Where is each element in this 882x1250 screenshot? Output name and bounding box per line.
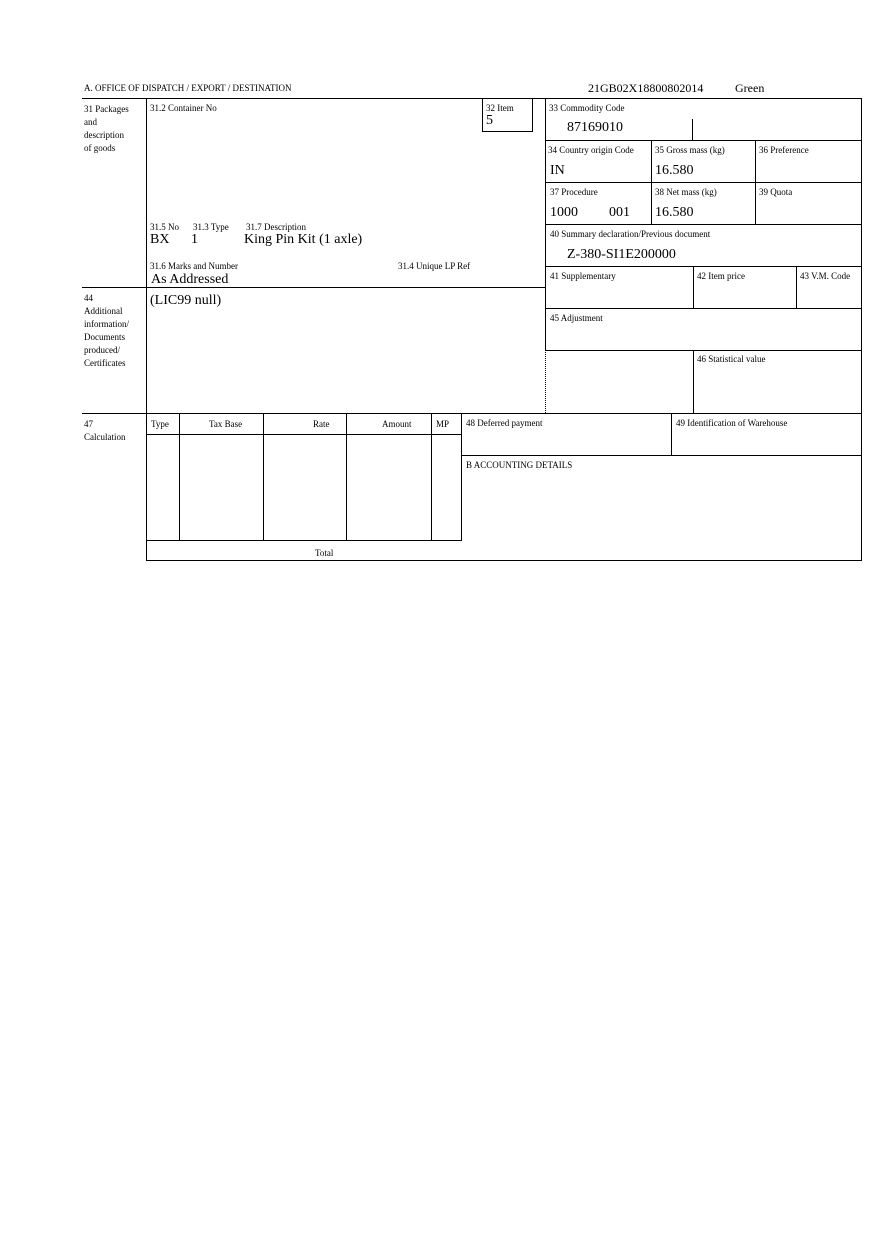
commodity-code-label: 33 Commodity Code	[549, 103, 625, 113]
accounting-details-label: B ACCOUNTING DETAILS	[466, 460, 573, 470]
warehouse-id-label: 49 Identification of Warehouse	[676, 418, 788, 428]
col-line-36	[755, 140, 756, 224]
calc-col-amount: Amount	[382, 419, 412, 429]
description-label: 31.7 Description	[246, 222, 306, 232]
marks-label: 31.6 Marks and Number	[150, 261, 238, 271]
marks-value: As Addressed	[151, 272, 229, 287]
item-value: 5	[486, 113, 493, 128]
form-top-border	[82, 98, 862, 99]
summary-declaration-label: 40 Summary declaration/Previous document	[550, 229, 711, 239]
commodity-tick	[692, 119, 693, 140]
left-column-divider	[146, 98, 147, 561]
row-line-41	[545, 308, 861, 309]
statistical-value-label: 46 Statistical value	[697, 354, 766, 364]
supplementary-label: 41 Supplementary	[550, 271, 616, 281]
row-line-37	[545, 224, 861, 225]
form-bottom-border	[146, 560, 862, 561]
calc-col-tax-base: Tax Base	[209, 419, 243, 429]
calc-col-type: Type	[151, 419, 169, 429]
packages-type-value: 1	[191, 232, 198, 247]
calc-total-label: Total	[315, 548, 334, 558]
packages-type-label: 31.3 Type	[193, 222, 229, 232]
middle-divider-dotted	[545, 350, 546, 413]
deferred-payment-label: 48 Deferred payment	[466, 418, 543, 428]
col-line-42	[693, 266, 694, 308]
summary-declaration-value: Z-380-SI1E200000	[567, 247, 676, 262]
net-mass-label: 38 Net mass (kg)	[655, 187, 717, 197]
calc-bottom-line	[146, 540, 462, 541]
col-line-43	[796, 266, 797, 308]
row-line-33	[545, 140, 861, 141]
gross-mass-label: 35 Gross mass (kg)	[655, 145, 725, 155]
calc-col-line-5	[461, 413, 462, 540]
form-right-border	[861, 98, 862, 561]
packages-no-value: BX	[150, 232, 170, 247]
country-origin-value: IN	[550, 163, 565, 178]
row-line-45	[545, 350, 861, 351]
row-line-40	[545, 266, 861, 267]
procedure-label: 37 Procedure	[550, 187, 598, 197]
adjustment-label: 45 Adjustment	[550, 313, 603, 323]
row-line-47	[82, 413, 862, 414]
description-value: King Pin Kit (1 axle)	[244, 232, 363, 247]
route-channel: Green	[735, 81, 765, 95]
calc-col-mp: MP	[436, 419, 450, 429]
row-line-34	[545, 182, 861, 183]
procedure-value: 1000	[550, 205, 578, 220]
additional-info-label: 44 Additional information/ Documents produced/ Certificates	[84, 293, 129, 368]
col-line-46	[693, 350, 694, 413]
calc-col-line-2	[263, 413, 264, 540]
calc-col-line-4	[431, 413, 432, 540]
box31-label: 31 Packages and description of goods	[84, 104, 129, 153]
quota-label: 39 Quota	[759, 187, 793, 197]
office-header: A. OFFICE OF DISPATCH / EXPORT / DESTINATION	[84, 83, 292, 93]
item-label: 32 Item	[486, 103, 514, 113]
calc-col-line-3	[346, 413, 347, 540]
item-price-label: 42 Item price	[697, 271, 745, 281]
gross-mass-value: 16.580	[655, 163, 694, 178]
container-no-label: 31.2 Container No	[150, 103, 217, 113]
packages-no-label: 31.5 No	[150, 222, 179, 232]
col-line-35	[651, 140, 652, 224]
row-line-b	[461, 455, 861, 456]
preference-label: 36 Preference	[759, 145, 809, 155]
unique-lp-ref-label: 31.4 Unique LP Ref	[398, 261, 471, 271]
country-origin-label: 34 Country origin Code	[548, 145, 634, 155]
calc-header-line	[146, 434, 462, 435]
calculation-label: 47 Calculation	[84, 419, 126, 442]
net-mass-value: 16.580	[655, 205, 694, 220]
row-line-44	[82, 287, 545, 288]
commodity-code-value: 87169010	[567, 120, 623, 135]
col-line-49	[671, 413, 672, 455]
declaration-reference: 21GB02X18800802014	[588, 81, 704, 95]
calc-col-line-1	[179, 413, 180, 540]
vm-code-label: 43 V.M. Code	[800, 271, 851, 281]
procedure-additional-value: 001	[609, 205, 630, 220]
additional-info-value: (LIC99 null)	[150, 293, 222, 308]
calc-col-rate: Rate	[313, 419, 330, 429]
